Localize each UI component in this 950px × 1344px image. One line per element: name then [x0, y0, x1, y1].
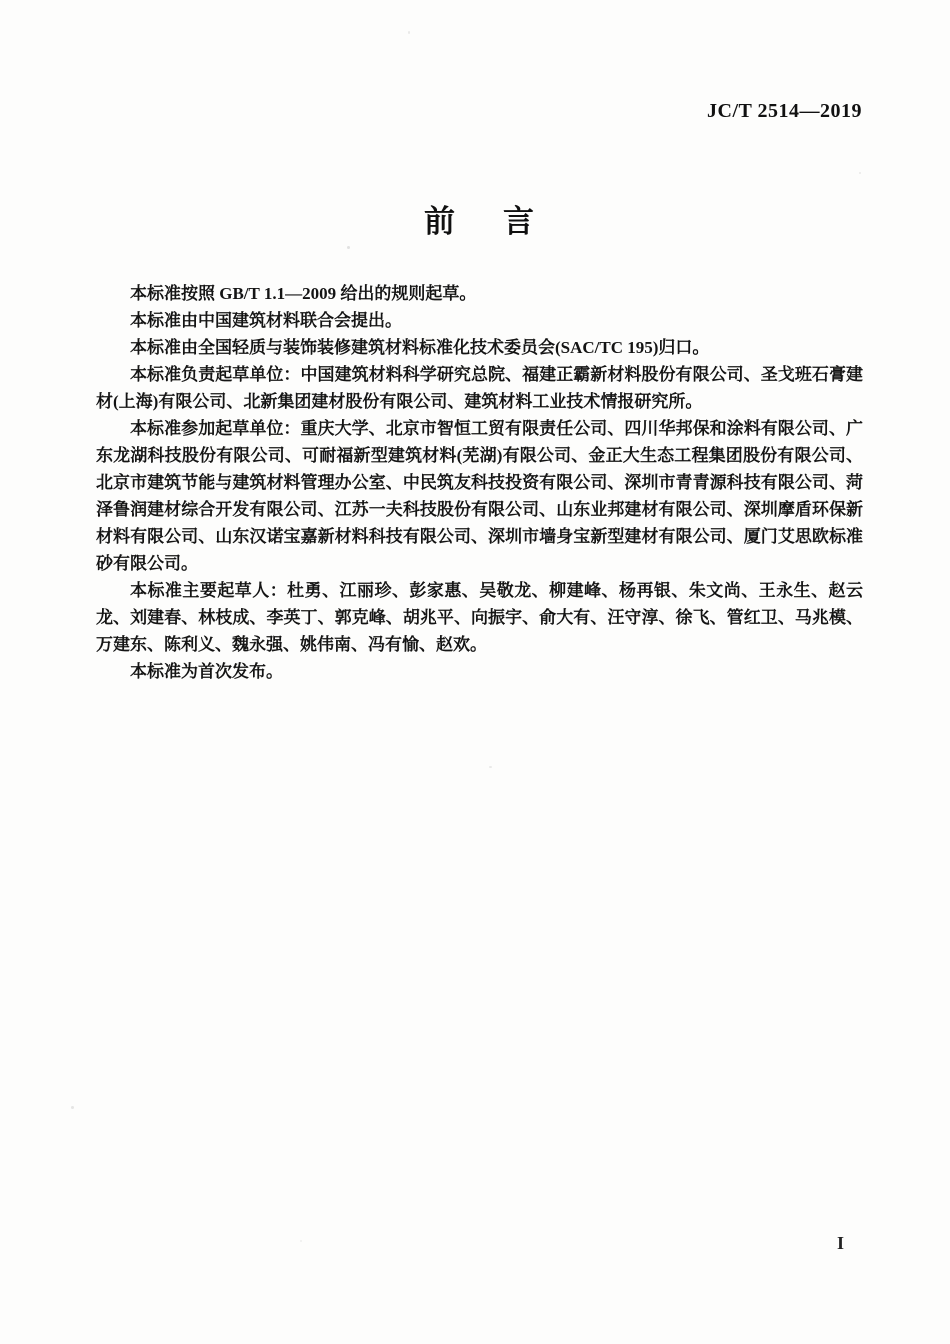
paragraph-participating-organizations: 本标准参加起草单位：重庆大学、北京市智恒工贸有限责任公司、四川华邦保和涂料有限公司、广东龙湖科技股份有限公司、可耐福新型建筑材料(芜湖)有限公司、金正大生态工程集团股份有限公司、北京市建筑节能与建筑材料管理办公室、中民筑友科技投资有限公司、深圳市青青源科技有限公司、菏泽鲁润建材综合开发有限公司、江苏一夫科技股份有限公司、山东业邦建材有限公司、深圳摩盾环保新材料有限公司、山东汉诺宝嘉新材料科技有限公司、深圳市墙身宝新型建材有限公司、厦门艾思欧标准砂有限公司。: [96, 419, 863, 573]
paragraph-chief-drafters: 本标准主要起草人：杜勇、江丽珍、彭家惠、吴敬龙、柳建峰、杨再银、朱文尚、王永生、赵云龙、刘建春、林枝成、李英丁、郭克峰、胡兆平、向振宇、俞大有、汪守淳、徐飞、管红卫、马兆模、万建东、陈利义、魏永强、姚伟南、冯有愉、赵欢。: [96, 581, 863, 654]
paragraph-first-issue: 本标准为首次发布。: [130, 662, 283, 681]
scan-speck: [859, 172, 861, 174]
paragraph-drafting-rules: 本标准按照 GB/T 1.1—2009 给出的规则起草。: [130, 284, 477, 303]
scan-speck: [347, 246, 350, 249]
scan-speck: [71, 1106, 74, 1109]
paragraph-jurisdiction: 本标准由全国轻质与装饰装修建筑材料标准化技术委员会(SAC/TC 195)归口。: [130, 338, 710, 357]
page-number: I: [837, 1233, 845, 1253]
foreword-body: [96, 280, 863, 685]
page-title: [96, 196, 862, 241]
paragraph-proposed-by: 本标准由中国建筑材料联合会提出。: [130, 311, 402, 330]
scan-speck: [408, 31, 410, 34]
standard-number: JC/T 2514—2019: [707, 100, 862, 122]
paragraph-lead-drafting-organizations: 本标准负责起草单位：中国建筑材料科学研究总院、福建正霸新材料股份有限公司、圣戈班石膏建材(上海)有限公司、北新集团建材股份有限公司、建筑材料工业技术情报研究所。: [96, 365, 863, 411]
scan-speck: [300, 1240, 302, 1242]
scan-speck: [489, 766, 492, 768]
page-title-char: 前: [424, 204, 455, 239]
page-title-char: 言: [503, 204, 534, 239]
